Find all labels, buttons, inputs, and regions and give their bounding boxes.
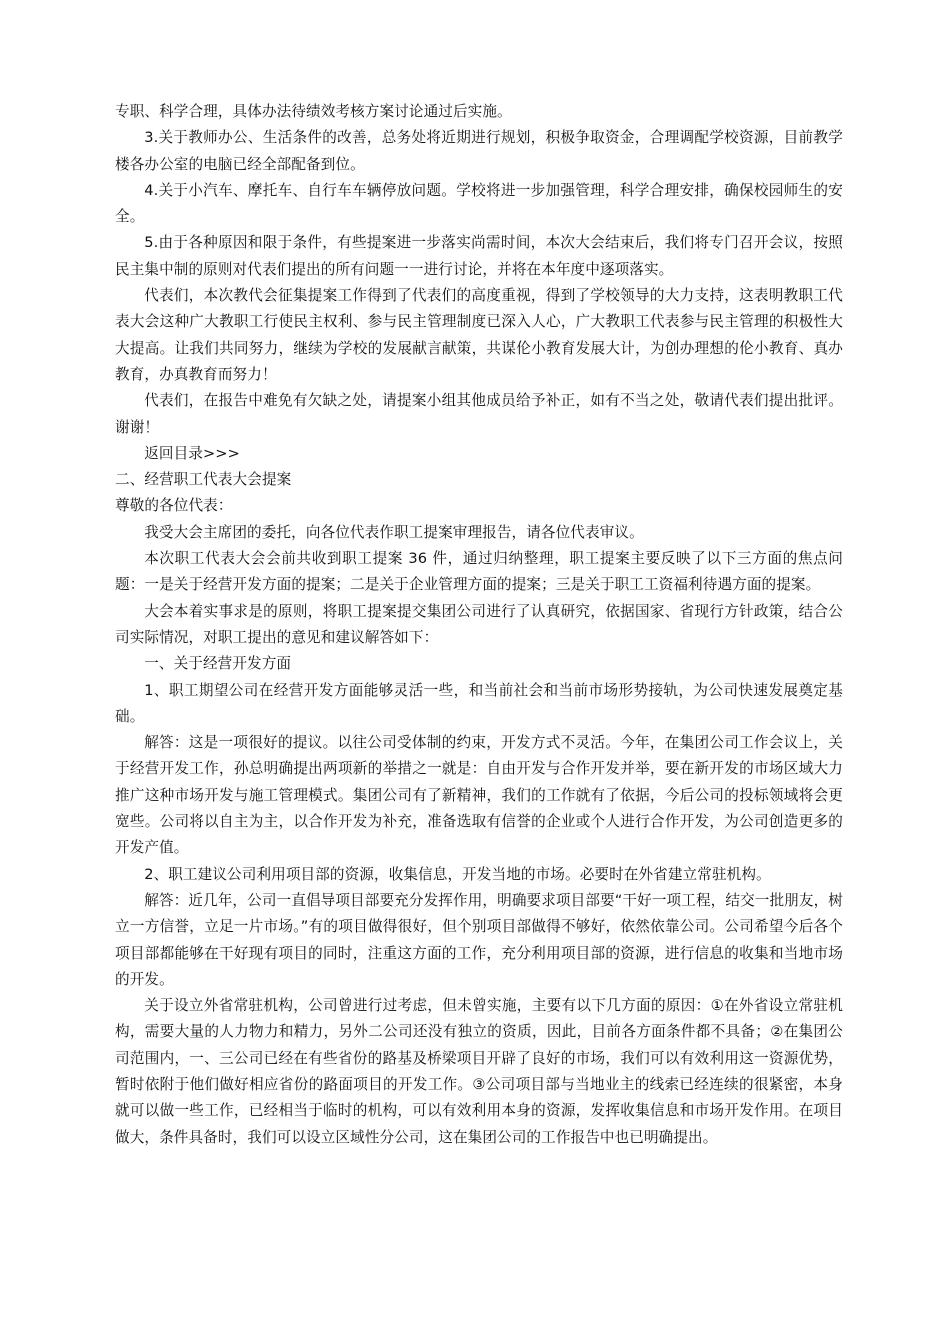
- paragraph: 5.由于各种原因和限于条件，有些提案进一步落实尚需时间，本次大会结束后，我们将专门召开会议，按照民主集中制的原则对代表们提出的所有问题一一进行讨论，并将在本年度中逐项落实。: [115, 234, 843, 278]
- paragraph: 1、职工期望公司在经营开发方面能够灵活一些，和当前社会和当前市场形势接轨，为公司快速发展奠定基础。: [115, 681, 843, 725]
- paragraph: 2、职工建议公司利用项目部的资源，收集信息，开发当地的市场。必要时在外省建立常驻机构。: [144, 865, 771, 883]
- paragraph: 解答：近几年，公司一直倡导项目部要充分发挥作用，明确要求项目部要“干好一项工程，结交一批朋友，树立一方信誉，立足一片市场。”有的项目做得很好，但个别项目部做得不够好，依然依靠公司。公司希望今后各个项目部都能够在干好现有项目的同时，注重这方面的工作，充分利用项目部的资源，进行信息的收集和当地市场的开发。: [115, 891, 843, 988]
- section-heading: 二、经营职工代表大会提案: [115, 471, 292, 489]
- document-page: [115, 99, 843, 1151]
- paragraph: 我受大会主席团的委托，向各位代表作职工提案审理报告，请各位代表审议。: [144, 523, 644, 541]
- paragraph: 大会本着实事求是的原则，将职工提案提交集团公司进行了认真研究，依据国家、省现行方针政策，结合公司实际情况，对职工提出的意见和建议解答如下：: [115, 602, 843, 646]
- paragraph: 3.关于教师办公、生活条件的改善，总务处将近期进行规划，积极争取资金，合理调配学校资源，目前教学楼各办公室的电脑已经全部配备到位。: [115, 129, 843, 173]
- paragraph: 关于设立外省常驻机构，公司曾进行过考虑，但未曾实施，主要有以下几方面的原因：①在外省设立常驻机构，需要大量的人力物力和精力，另外二公司还没有独立的资质，因此，目前各方面条件都不具备；②在集团公司范围内，一、三公司已经在有些省份的路基及桥梁项目开辟了良好的市场，我们可以有效利用这一资源优势，暂时依附于他们做好相应省份的路面项目的开发工作。③公司项目部与当地业主的线索已经连续的很紧密，本身就可以做一些工作，已经相当于临时的机构，可以有效利用本身的资源，发挥收集信息和市场开发作用。在项目做大，条件具备时，我们可以设立区域性分公司，这在集团公司的工作报告中也已明确提出。: [115, 997, 843, 1146]
- paragraph: 4.关于小汽车、摩托车、自行车车辆停放问题。学校将进一步加强管理，科学合理安排，确保校园师生的安全。: [115, 181, 843, 226]
- paragraph: 代表们，本次教代会征集提案工作得到了代表们的高度重视，得到了学校领导的大力支持，这表明教职工代表大会这种广大教职工行使民主权利、参与民主管理制度已深入人心，广大教职工代表参与民主管理的积极性大大提高。让我们共同努力，继续为学校的发展献言献策，共谋伦小教育发展大计，为创办理想的伦小教育、真办教育，办真教育而努力！: [115, 287, 843, 383]
- back-to-toc-link[interactable]: 返回目录>>>: [144, 444, 240, 462]
- paragraph: 本次职工代表大会会前共收到职工提案 36 件，通过归纳整理，职工提案主要反映了以下三方面的焦点问题：一是关于经营开发方面的提案；二是关于企业管理方面的提案；三是关于职工工资福利待遇方面的提案。: [115, 550, 843, 594]
- paragraph: 代表们，在报告中难免有欠缺之处，请提案小组其他成员给予补正，如有不当之处，敬请代表们提出批评。谢谢！: [115, 392, 843, 436]
- paragraph: 专职、科学合理，具体办法待绩效考核方案讨论通过后实施。: [115, 103, 512, 120]
- subsection-heading: 一、关于经营开发方面: [144, 655, 292, 673]
- salutation: 尊敬的各位代表：: [115, 497, 233, 515]
- paragraph: 解答：这是一项很好的提议。以往公司受体制的约束，开发方式不灵活。今年，在集团公司工作会议上，关于经营开发工作，孙总明确提出两项新的举措之一就是：自由开发与合作开发并举，要在新开发的市场区域大力推广这种市场开发与施工管理模式。集团公司有了新精神，我们的工作就有了依据，今后公司的投标领域将会更宽些。公司将以自主为主，以合作开发为补充，准备选取有信誉的企业或个人进行合作开发，为公司创造更多的开发产值。: [115, 734, 843, 857]
